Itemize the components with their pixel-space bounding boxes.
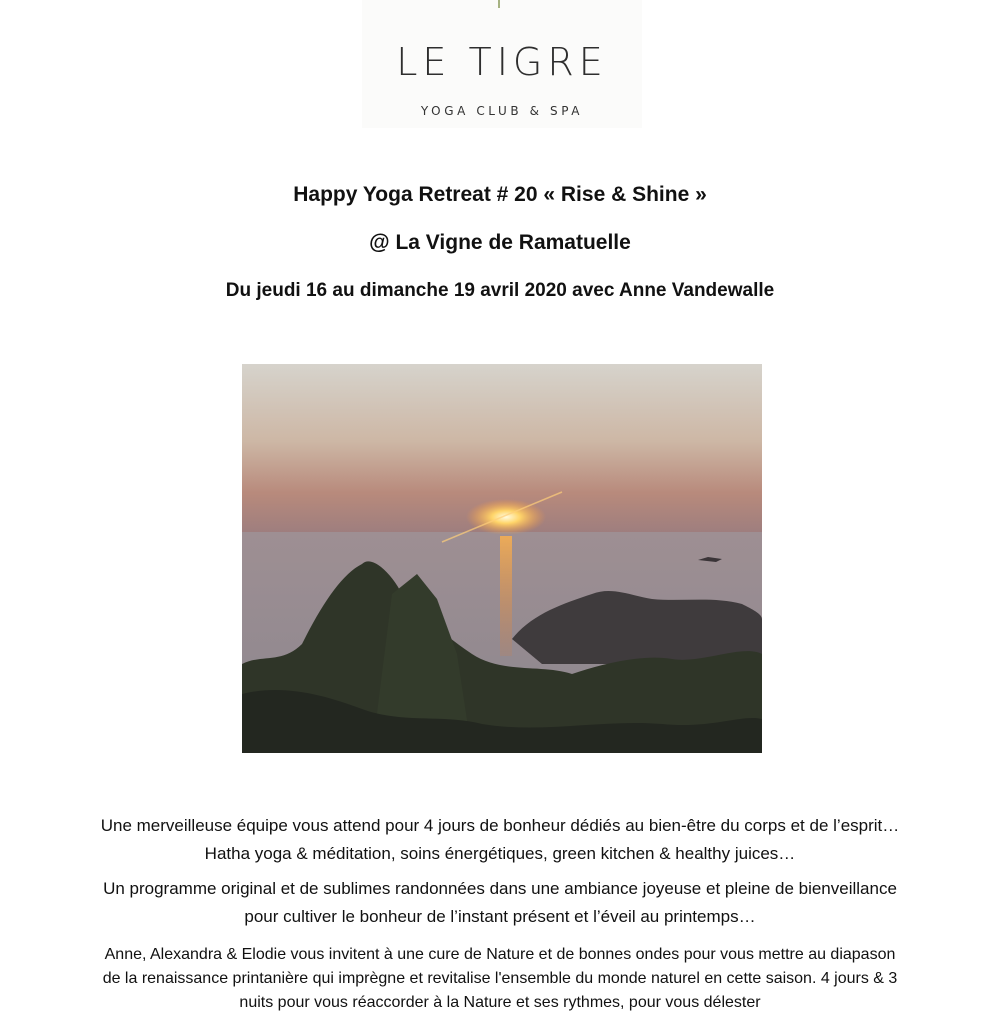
- logo-subtitle: YOGA CLUB & SPA: [420, 104, 584, 118]
- event-venue: @ La Vigne de Ramatuelle: [369, 231, 631, 254]
- event-title: Happy Yoga Retreat # 20 « Rise & Shine »: [293, 183, 707, 206]
- team-paragraph: Anne, Alexandra & Elodie vous invitent à une cure de Nature et de bonnes ondes pour vous mettre au diapason de la renaissance printanière qui imprègne et revitalise l'ensemble du monde naturel en cette saison. 4 jours & 3 nuits pour vous réaccorder à la Nature et ses rythmes, pour vous délester: [102, 946, 898, 1011]
- logo-title: LE TIGRE: [396, 40, 608, 84]
- intro-paragraph: Une merveilleuse équipe vous attend pour 4 jours de bonheur dédiés au bien-être du corps et de l’esprit… Hatha yoga & méditation, soins énergétiques, green kitchen & healthy juices…: [100, 816, 900, 863]
- leaf-icon: [495, 0, 503, 8]
- event-dates: Du jeudi 16 au dimanche 19 avril 2020 avec Anne Vandewalle: [225, 280, 775, 301]
- program-paragraph: Un programme original et de sublimes randonnées dans une ambiance joyeuse et pleine de bienveillance pour cultiver le bonheur de l’instant présent et l’éveil au printemps…: [103, 879, 897, 926]
- sunset-photo: [242, 364, 762, 753]
